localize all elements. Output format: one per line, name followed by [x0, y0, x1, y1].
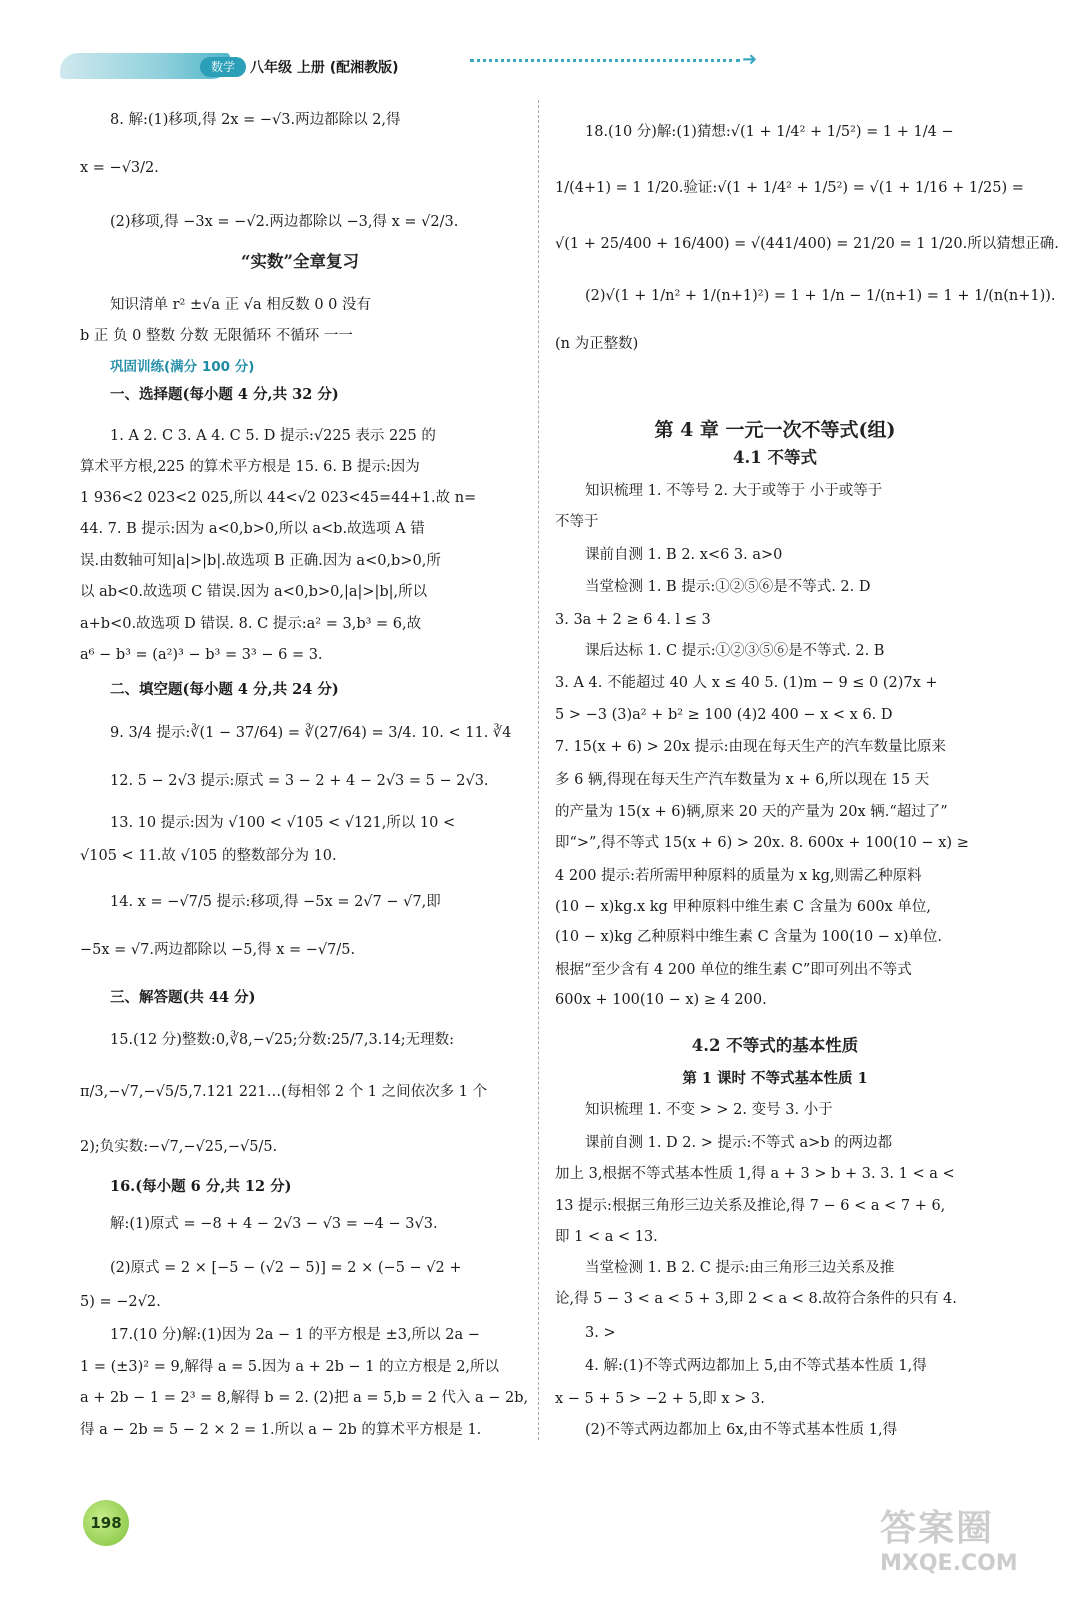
page-number: 198 — [83, 1500, 129, 1546]
watermark-logo — [880, 1500, 1030, 1576]
text-line: 5 > −3 (3)a² + b² ≥ 100 (4)2 400 − x < x 6. D — [555, 707, 893, 723]
text-line: (2)不等式两边都加上 6x,由不等式基本性质 1,得 — [585, 1422, 898, 1438]
text-line: 知识清单 r² ±√a 正 √a 相反数 0 0 没有 — [110, 297, 371, 313]
text-line: 当堂检测 1. B 2. C 提示:由三角形三边关系及推 — [585, 1260, 895, 1276]
arrow-icon: ➜ — [742, 49, 758, 70]
text-line: 4.2 不等式的基本性质 — [691, 1036, 859, 1055]
text-line: 4.1 不等式 — [733, 448, 817, 467]
text-line: 二、填空题(每小题 4 分,共 24 分) — [110, 681, 339, 698]
text-line: 误.由数轴可知|a|>|b|.故选项 B 正确.因为 a<0,b>0,所 — [80, 553, 441, 569]
text-line: 三、解答题(共 44 分) — [110, 989, 256, 1006]
text-line: (n 为正整数) — [555, 336, 639, 352]
text-line: 即“>”,得不等式 15(x + 6) > 20x. 8. 600x + 100(10 − x) ≥ — [555, 835, 969, 851]
text-line: 14. x = −√7/5 提示:移项,得 −5x = 2√7 − √7,即 — [110, 894, 441, 910]
text-line: (2)原式 = 2 × [−5 − (√2 − 5)] = 2 × (−5 − √2 + — [110, 1260, 462, 1276]
watermark-line2: MXQE.COM — [880, 1551, 1018, 1576]
text-line: 课后达标 1. C 提示:①②③⑤⑥是不等式. 2. B — [585, 643, 885, 659]
text-line: x = −√3/2. — [80, 160, 159, 176]
column-divider — [538, 100, 539, 1440]
text-line: 加上 3,根据不等式基本性质 1,得 a + 3 > b + 3. 3. 1 < a < — [555, 1166, 955, 1182]
text-line: −5x = √7.两边都除以 −5,得 x = −√7/5. — [80, 942, 356, 958]
text-line: 8. 解:(1)移项,得 2x = −√3.两边都除以 2,得 — [110, 112, 401, 128]
text-line: 1 = (±3)² = 9,解得 a = 5.因为 a + 2b − 1 的立方根是 2,所以 — [80, 1359, 500, 1375]
text-line: 16.(每小题 6 分,共 12 分) — [110, 1178, 292, 1195]
text-line: 1. A 2. C 3. A 4. C 5. D 提示:√225 表示 225 的 — [110, 428, 436, 444]
text-line: 一、选择题(每小题 4 分,共 32 分) — [110, 386, 339, 403]
text-line: 根据“至少含有 4 200 单位的维生素 C”即可列出不等式 — [555, 962, 912, 978]
text-line: 600x + 100(10 − x) ≥ 4 200. — [555, 992, 767, 1008]
text-line: 论,得 5 − 3 < a < 5 + 3,即 2 < a < 8.故符合条件的只有 4. — [555, 1291, 957, 1307]
text-line: 3. > — [585, 1325, 616, 1341]
text-line: 多 6 辆,得现在每天生产汽车数量为 x + 6,所以现在 15 天 — [555, 772, 930, 788]
text-line: b 正 负 0 整数 分数 无限循环 不循环 一一 — [80, 328, 353, 344]
text-line: √(1 + 25/400 + 16/400) = √(441/400) = 21/20 = 1 1/20.所以猜想正确. — [555, 236, 1059, 252]
text-line: (2)移项,得 −3x = −√2.两边都除以 −3,得 x = √2/3. — [110, 214, 459, 230]
text-line: 课前自测 1. B 2. x<6 3. a>0 — [585, 547, 783, 563]
text-line: 即 1 < a < 13. — [555, 1229, 658, 1245]
text-line: (2)√(1 + 1/n² + 1/(n+1)²) = 1 + 1/n − 1/(n+1) = 1 + 1/(n(n+1)). — [585, 288, 1056, 304]
text-line: 1/(4+1) = 1 1/20.验证:√(1 + 1/4² + 1/5²) = √(1 + 1/16 + 1/25) = — [555, 180, 1024, 196]
text-line: 不等于 — [555, 514, 599, 530]
text-line: 第 4 章 一元一次不等式(组) — [654, 419, 896, 441]
text-line: 得 a − 2b = 5 − 2 × 2 = 1.所以 a − 2b 的算术平方根是 1. — [80, 1422, 482, 1438]
text-line: a + 2b − 1 = 2³ = 8,解得 b = 2. (2)把 a = 5,b = 2 代入 a − 2b, — [80, 1390, 529, 1406]
text-line: 18.(10 分)解:(1)猜想:√(1 + 1/4² + 1/5²) = 1 + 1/4 − — [585, 124, 954, 140]
text-line: 5) = −2√2. — [80, 1294, 161, 1310]
subject-badge: 数学 — [200, 57, 246, 77]
text-line: 以 ab<0.故选项 C 错误.因为 a<0,b>0,|a|>|b|,所以 — [80, 584, 428, 600]
text-line: x − 5 + 5 > −2 + 5,即 x > 3. — [555, 1391, 765, 1407]
text-line: 7. 15(x + 6) > 20x 提示:由现在每天生产的汽车数量比原来 — [555, 739, 946, 755]
text-line: 3. 3a + 2 ≥ 6 4. l ≤ 3 — [555, 612, 711, 628]
text-line: 课前自测 1. D 2. > 提示:不等式 a>b 的两边都 — [585, 1135, 893, 1151]
text-line: 知识梳理 1. 不等号 2. 大于或等于 小于或等于 — [585, 483, 883, 499]
text-line: (10 − x)kg.x kg 甲种原料中维生素 C 含量为 600x 单位, — [555, 899, 931, 915]
text-line: (10 − x)kg 乙种原料中维生素 C 含量为 100(10 − x)单位. — [555, 929, 943, 945]
text-line: a⁶ − b³ = (a²)³ − b³ = 3³ − 6 = 3. — [80, 647, 323, 663]
text-line: 2);负实数:−√7,−√25,−√5/5. — [80, 1139, 278, 1155]
book-title: 八年级 上册 (配湘教版) — [250, 60, 399, 76]
text-line: 第 1 课时 不等式基本性质 1 — [682, 1070, 868, 1087]
text-line: 13. 10 提示:因为 √100 < √105 < √121,所以 10 < — [110, 815, 456, 831]
text-line: 4. 解:(1)不等式两边都加上 5,由不等式基本性质 1,得 — [585, 1358, 927, 1374]
page-header — [60, 45, 760, 85]
text-line: 15.(12 分)整数:0,∛8,−√25;分数:25/7,3.14;无理数: — [110, 1032, 455, 1048]
text-line: 解:(1)原式 = −8 + 4 − 2√3 − √3 = −4 − 3√3. — [110, 1216, 438, 1232]
text-line: a+b<0.故选项 D 错误. 8. C 提示:a² = 3,b³ = 6,故 — [80, 616, 422, 632]
text-line: 3. A 4. 不能超过 40 人 x ≤ 40 5. (1)m − 9 ≤ 0 (2)7x + — [555, 675, 938, 691]
text-line: 13 提示:根据三角形三边关系及推论,得 7 − 6 < a < 7 + 6, — [555, 1198, 946, 1214]
text-line: 的产量为 15(x + 6)辆,原来 20 天的产量为 20x 辆.“超过了” — [555, 804, 948, 820]
text-line: 1 936<2 023<2 025,所以 44<√2 023<45=44+1.故 n= — [80, 490, 477, 506]
text-line: 算术平方根,225 的算术平方根是 15. 6. B 提示:因为 — [80, 459, 420, 475]
text-line: √105 < 11.故 √105 的整数部分为 10. — [80, 848, 337, 864]
text-line: “实数”全章复习 — [241, 252, 359, 271]
text-line: π/3,−√7,−√5/5,7.121 221…(每相邻 2 个 1 之间依次多 1 个 — [80, 1084, 488, 1100]
text-line: 当堂检测 1. B 提示:①②⑤⑥是不等式. 2. D — [585, 579, 871, 595]
text-line: 巩固训练(满分 100 分) — [110, 359, 255, 375]
text-line: 12. 5 − 2√3 提示:原式 = 3 − 2 + 4 − 2√3 = 5 − 2√3. — [110, 773, 489, 789]
text-line: 44. 7. B 提示:因为 a<0,b>0,所以 a<b.故选项 A 错 — [80, 521, 425, 537]
header-dotted-line — [470, 59, 740, 72]
text-line: 4 200 提示:若所需甲种原料的质量为 x kg,则需乙种原料 — [555, 868, 922, 884]
text-line: 知识梳理 1. 不变 > > 2. 变号 3. 小于 — [585, 1102, 833, 1118]
watermark-line1: 答案圈 — [880, 1508, 995, 1549]
text-line: 17.(10 分)解:(1)因为 2a − 1 的平方根是 ±3,所以 2a − — [110, 1327, 480, 1343]
text-line: 9. 3/4 提示:∛(1 − 37/64) = ∛(27/64) = 3/4. 10. < 11. ∛4 — [110, 725, 512, 741]
